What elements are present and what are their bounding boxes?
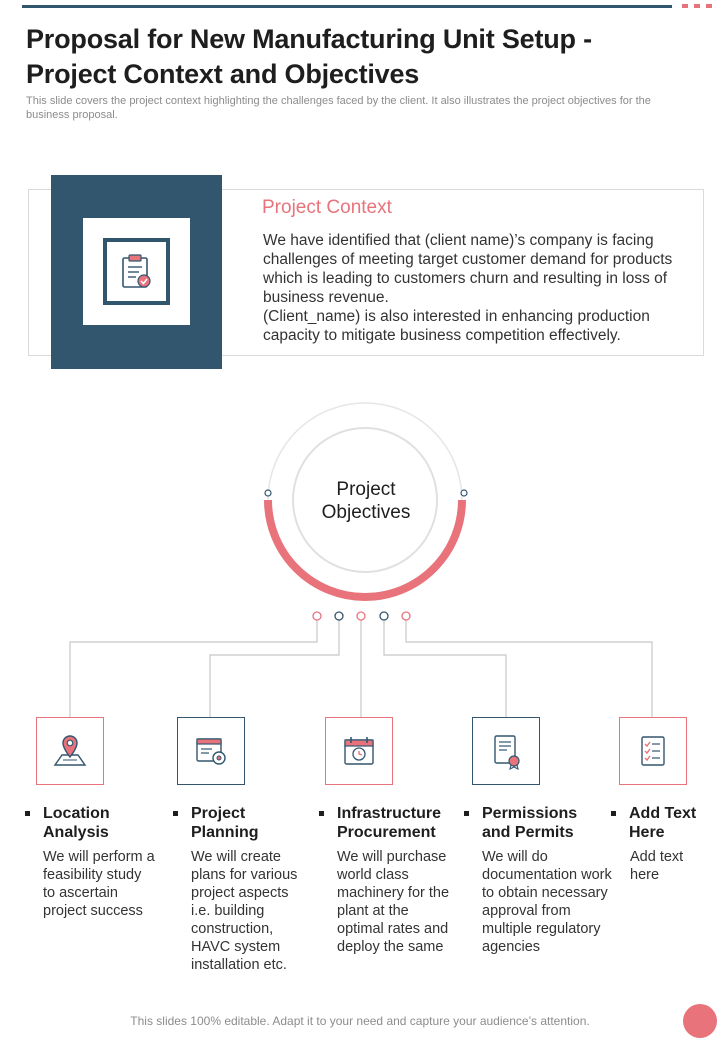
objective-title-line: Add Text [629, 805, 697, 822]
add-text-icon-box [619, 717, 687, 785]
objective-title-line: Planning [191, 824, 259, 841]
objective-title-line: Procurement [337, 824, 436, 841]
objective-title-permissions [482, 804, 577, 842]
certificate-icon [487, 732, 525, 770]
clipboard-check-icon [120, 253, 154, 291]
objective-title-location [43, 804, 110, 842]
bullet-marker [173, 811, 178, 816]
objective-title-line: Here [629, 824, 665, 841]
objectives-label-line1: Project [336, 479, 396, 500]
objective-desc-location: We will perform a feasibility study to ascertain project success [43, 849, 155, 919]
calendar-clock-icon [340, 732, 378, 770]
permissions-icon-box [472, 717, 540, 785]
project-planning-icon-box [177, 717, 245, 785]
objectives-connectors [0, 600, 720, 725]
bullet-marker [464, 811, 469, 816]
objective-title-line: and Permits [482, 824, 574, 841]
objective-desc-add-text: Add text here [630, 849, 684, 883]
blueprint-gear-icon [192, 732, 230, 770]
top-accent-bar [22, 5, 672, 8]
objective-title-line: Analysis [43, 824, 109, 841]
objective-title-line: Project [191, 805, 246, 822]
context-paragraph-2: (Client_name) is also interested in enhancing production capacity to mitigate business competition effectively. [263, 308, 650, 344]
location-analysis-icon-box [36, 717, 104, 785]
objective-title-infrastructure [337, 804, 441, 842]
objective-title-add-text [629, 804, 696, 842]
objective-title-line: Location [43, 805, 110, 822]
page-title: Proposal for New Manufacturing Unit Setup - Project Context and Objectives [26, 24, 592, 89]
location-map-icon [51, 732, 89, 770]
context-heading: Project Context [262, 197, 392, 218]
objectives-center-label [296, 478, 436, 524]
bullet-marker [611, 811, 616, 816]
top-accent-dashes [682, 4, 712, 8]
objectives-label-line2: Objectives [321, 502, 411, 523]
objective-title-line: Permissions [482, 805, 578, 822]
infrastructure-icon-box [325, 717, 393, 785]
objective-title-line: Infrastructure [337, 805, 442, 822]
objective-desc-planning: We will create plans for various project aspects i.e. building construction, HAVC system installation etc. [191, 849, 298, 973]
footer-accent-dot [683, 1004, 717, 1038]
context-icon-frame [103, 238, 170, 305]
footer-note: This slides 100% editable. Adapt it to your need and capture your audience’s attention. [130, 1014, 590, 1028]
objective-desc-infrastructure: We will purchase world class machinery for the plant at the optimal rates and deploy the same [337, 849, 450, 955]
page-subtitle: This slide covers the project context highlighting the challenges faced by the client. It also illustrates the project objectives for the business proposal. [26, 95, 651, 121]
bullet-marker [25, 811, 30, 816]
objective-desc-permissions: We will do documentation work to obtain necessary approval from multiple regulatory agencies [482, 849, 612, 955]
checklist-icon [634, 732, 672, 770]
objective-title-planning [191, 804, 259, 842]
bullet-marker [319, 811, 324, 816]
context-text [263, 231, 693, 345]
context-paragraph-1: We have identified that (client name)’s company is facing challenges of meeting target customer demand for products which is leading to customers churn and resulting in loss of business revenue. [263, 232, 673, 306]
